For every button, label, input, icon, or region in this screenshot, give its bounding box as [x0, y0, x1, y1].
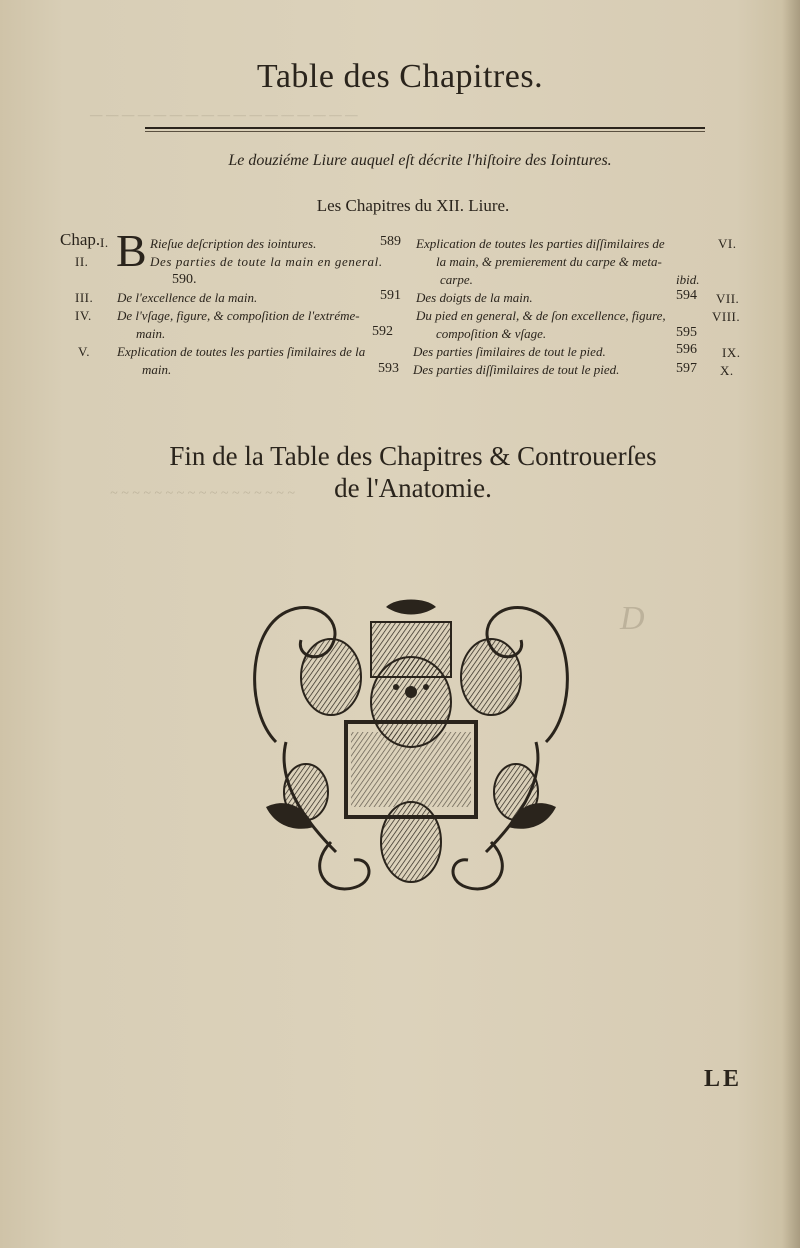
chapter-number: IV. — [75, 308, 92, 323]
ornament-woodcut-icon — [236, 592, 586, 902]
chapter-entry: Explication de toutes les parties ſimilaires de la — [117, 344, 366, 359]
chapter-entry: main. — [142, 362, 172, 377]
chapter-entry: Rieſue deſcription des iointures. — [150, 236, 317, 251]
chapter-entry: Du pied en general, & de ſon excellence, figure, — [416, 308, 666, 323]
chapters-title: Les Chapitres du XII. Liure. — [316, 196, 510, 215]
chapter-number: III. — [75, 290, 94, 305]
chapter-number: II. — [75, 254, 89, 269]
closing-text — [0, 440, 800, 504]
chapter-entry: Des doigts de la main. — [416, 290, 533, 305]
chapter-entry: la main, & premierement du carpe & meta- — [436, 254, 662, 269]
page-edge-shadow — [782, 0, 800, 1248]
chapter-entry: main. — [136, 326, 166, 341]
header-rule — [145, 127, 705, 129]
chapter-entry: Des parties diſſimilaires de tout le pied. — [413, 362, 620, 377]
catchword: LE — [704, 1066, 743, 1092]
chapter-number: VIII. — [712, 309, 741, 324]
page-number: 595 — [676, 325, 697, 340]
header-rule-thin — [145, 131, 705, 132]
chapter-entry: De l'vſage, figure, & compoſition de l'extréme- — [117, 308, 360, 323]
chapter-entry: compoſition & vſage. — [436, 326, 547, 341]
chapter-number: V. — [78, 344, 90, 359]
page-number: 594 — [676, 288, 697, 303]
page-number: 592 — [372, 324, 393, 339]
page-number: 590. — [172, 272, 197, 287]
chapter-entry: carpe. — [440, 272, 473, 287]
chapter-entry: Des parties de toute la main en general. — [150, 254, 383, 269]
closing-line-2: de l'Anatomie. — [334, 473, 492, 503]
show-through-text: D — [620, 600, 645, 637]
chapter-label: Chap. — [60, 230, 101, 249]
page-number: 589 — [380, 234, 401, 249]
page-number: 593 — [378, 361, 399, 376]
show-through-text: ~ ~ ~ ~ ~ ~ ~ ~ ~ ~ ~ ~ ~ ~ ~ ~ ~ — [110, 486, 295, 501]
page-number: 597 — [676, 361, 697, 376]
page-number: 591 — [380, 288, 401, 303]
chapter-entry: Explication de toutes les parties diſſimilaires de — [416, 236, 665, 251]
page-number: ibid. — [676, 272, 700, 287]
chapter-number: I. — [100, 235, 109, 250]
chapter-number: X. — [720, 363, 734, 378]
book-heading: Le douziéme Liure auquel eſt décrite l'hiſtoire des Iointures. — [228, 152, 612, 169]
chapter-entry: Des parties ſimilaires de tout le pied. — [413, 344, 606, 359]
page-title: Table des Chapitres. — [256, 58, 544, 95]
chapter-entry: De l'excellence de la main. — [117, 290, 258, 305]
closing-line-1: Fin de la Table des Chapitres & Controuerſes — [169, 441, 657, 471]
chapter-number: IX. — [722, 345, 741, 360]
page-number: 596 — [676, 342, 697, 357]
chapter-number: VI. — [718, 236, 737, 251]
drop-cap-initial: B — [116, 225, 147, 276]
chapter-number: VII. — [716, 291, 740, 306]
show-through-text: — — — — — — — — — — — — — — — — — — [90, 108, 358, 123]
